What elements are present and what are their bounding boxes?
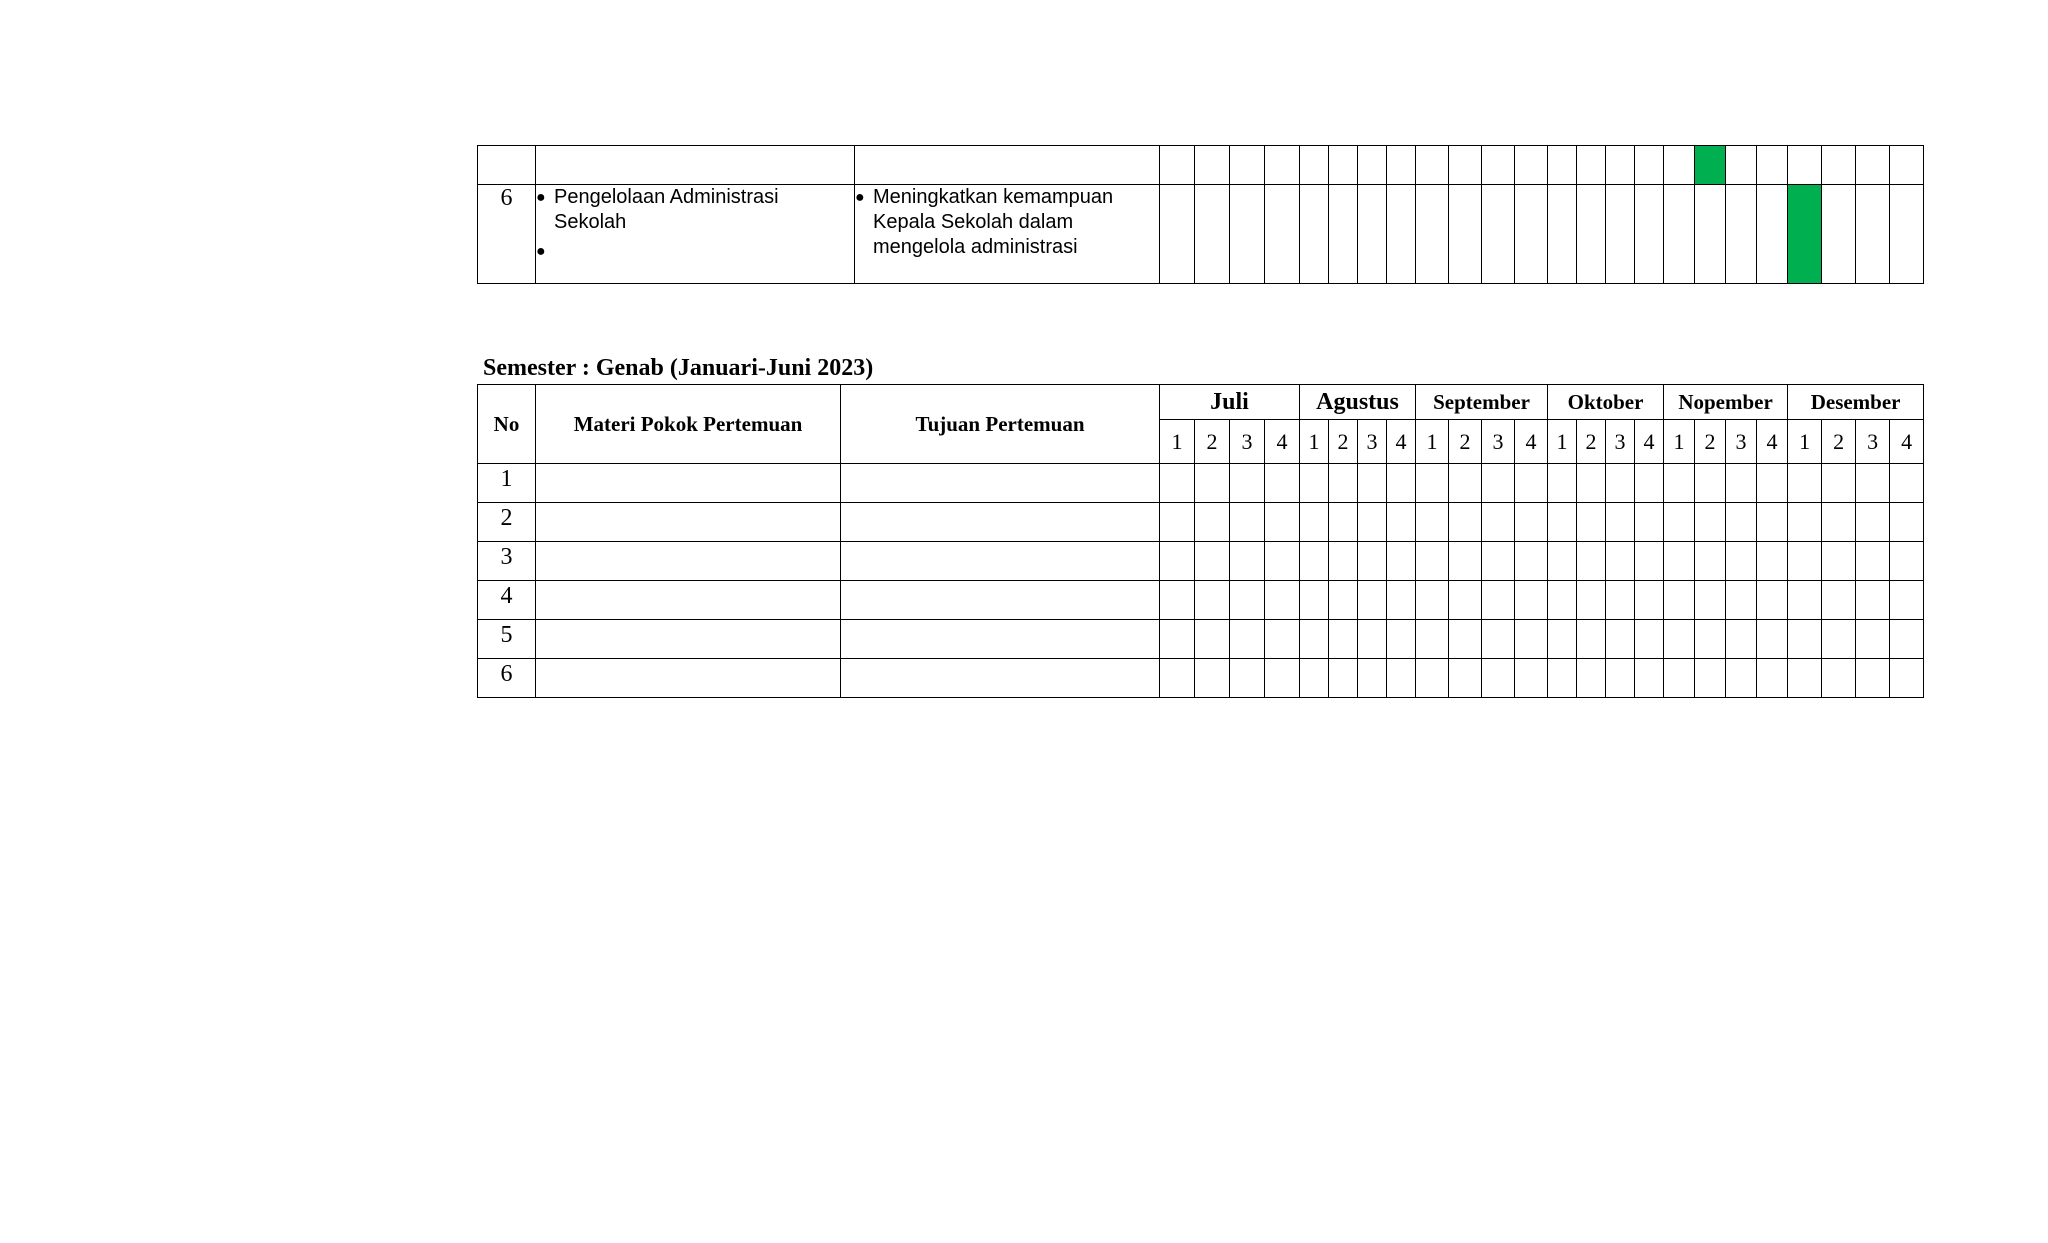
week-cell	[1195, 503, 1230, 542]
week-cell	[1757, 620, 1788, 659]
materi-cell	[536, 185, 855, 284]
materi-cell	[536, 659, 841, 698]
week-cell	[1515, 542, 1548, 581]
week-cell	[1822, 659, 1856, 698]
week-cell	[1548, 620, 1577, 659]
week-cell	[1329, 503, 1358, 542]
header-row	[478, 385, 1924, 420]
week-cell	[1449, 581, 1482, 620]
week-cell	[1482, 542, 1515, 581]
week-cell	[1416, 464, 1449, 503]
materi-cell	[536, 620, 841, 659]
tujuan-cell	[855, 185, 1160, 284]
semester-caption: Semester : Genab (Januari-Juni 2023)	[483, 355, 874, 381]
week-cell	[1329, 659, 1358, 698]
row-number: 6	[478, 659, 536, 698]
week-cell	[1300, 464, 1329, 503]
semester-rows	[478, 464, 1924, 698]
week-cell	[1548, 542, 1577, 581]
week-cell	[1577, 620, 1606, 659]
week-cell	[1695, 464, 1726, 503]
week-cell	[1726, 581, 1757, 620]
week-cell	[1890, 581, 1924, 620]
week-cell	[1160, 581, 1195, 620]
week-cell	[1788, 581, 1822, 620]
week-cell	[1606, 581, 1635, 620]
week-cell	[1822, 503, 1856, 542]
week-cell	[1449, 464, 1482, 503]
table-row	[478, 659, 1924, 698]
week-cell	[1726, 503, 1757, 542]
week-cell	[1329, 542, 1358, 581]
week-cell	[1664, 503, 1695, 542]
header-tujuan: Tujuan Pertemuan	[841, 385, 1160, 464]
week-cell	[1788, 620, 1822, 659]
week-cell	[1577, 659, 1606, 698]
week-number: 3	[1230, 420, 1265, 464]
row-number: 1	[478, 464, 536, 503]
week-cell	[1416, 581, 1449, 620]
week-cell	[1548, 503, 1577, 542]
list-item	[536, 239, 854, 264]
week-cell	[1230, 542, 1265, 581]
week-cell	[1449, 503, 1482, 542]
week-number: 4	[1635, 420, 1664, 464]
week-cell	[1788, 503, 1822, 542]
week-cell	[1890, 503, 1924, 542]
week-cell	[1358, 581, 1387, 620]
week-cell	[1515, 659, 1548, 698]
week-cell	[1449, 542, 1482, 581]
tujuan-cell	[841, 464, 1160, 503]
week-cell	[1230, 659, 1265, 698]
week-cell	[1548, 464, 1577, 503]
materi-cell	[536, 464, 841, 503]
week-cell	[1515, 503, 1548, 542]
header-no: No	[478, 385, 536, 464]
semester-schedule-table	[477, 384, 1924, 698]
week-cell	[1160, 659, 1195, 698]
week-cell	[1482, 620, 1515, 659]
week-cell	[1695, 581, 1726, 620]
week-cell	[1358, 464, 1387, 503]
week-cell	[1329, 620, 1358, 659]
week-number: 2	[1695, 420, 1726, 464]
row-number: 3	[478, 542, 536, 581]
week-number: 1	[1160, 420, 1195, 464]
week-cell	[1300, 620, 1329, 659]
week-cell	[1664, 464, 1695, 503]
week-cell	[1856, 464, 1890, 503]
week-cell	[1387, 503, 1416, 542]
week-cell	[1515, 581, 1548, 620]
week-number: 3	[1726, 420, 1757, 464]
week-cell	[1265, 464, 1300, 503]
week-cell	[1195, 581, 1230, 620]
week-cell	[1822, 620, 1856, 659]
week-cell	[1664, 620, 1695, 659]
week-cell	[1635, 620, 1664, 659]
week-number: 2	[1195, 420, 1230, 464]
week-cell	[1230, 503, 1265, 542]
week-cell	[1230, 464, 1265, 503]
week-cell	[1265, 620, 1300, 659]
week-cell	[1757, 464, 1788, 503]
materi-item: Pengelolaan Administrasi Sekolah	[554, 186, 779, 233]
week-cell	[1757, 659, 1788, 698]
week-number: 2	[1577, 420, 1606, 464]
week-cell	[1449, 620, 1482, 659]
week-cell	[1635, 659, 1664, 698]
row-number: 6	[478, 185, 536, 284]
week-cell	[1726, 542, 1757, 581]
row-number: 4	[478, 581, 536, 620]
week-number: 3	[1606, 420, 1635, 464]
week-cell	[1695, 503, 1726, 542]
week-cell	[1195, 464, 1230, 503]
table-row	[478, 464, 1924, 503]
week-cell	[1387, 542, 1416, 581]
materi-cell	[536, 542, 841, 581]
week-cell	[1329, 464, 1358, 503]
week-cell	[1822, 542, 1856, 581]
week-cell	[1358, 620, 1387, 659]
week-cell	[1387, 620, 1416, 659]
week-cell	[1195, 659, 1230, 698]
schedule-table-continued	[477, 145, 1924, 284]
week-number: 4	[1757, 420, 1788, 464]
table-row	[478, 581, 1924, 620]
bullet-icon: ●	[536, 189, 546, 206]
week-cell	[1387, 464, 1416, 503]
week-cell	[1449, 659, 1482, 698]
row-number: 5	[478, 620, 536, 659]
week-cell	[1195, 620, 1230, 659]
week-cell	[1387, 659, 1416, 698]
week-cell	[1230, 581, 1265, 620]
week-cell	[1300, 581, 1329, 620]
week-cell	[1329, 581, 1358, 620]
week-cell	[1664, 581, 1695, 620]
tujuan-cell	[855, 146, 1160, 185]
week-number: 1	[1788, 420, 1822, 464]
week-cell	[1160, 503, 1195, 542]
week-number: 3	[1358, 420, 1387, 464]
week-number: 2	[1329, 420, 1358, 464]
week-cell	[1482, 581, 1515, 620]
week-cell	[1822, 581, 1856, 620]
week-cell	[1482, 464, 1515, 503]
week-cell	[1160, 542, 1195, 581]
table-row	[478, 185, 1924, 284]
schedule-mark	[1695, 146, 1726, 185]
week-cell	[1482, 503, 1515, 542]
table-row	[478, 542, 1924, 581]
week-cell	[1695, 620, 1726, 659]
week-cell	[1856, 542, 1890, 581]
list-item	[855, 185, 1159, 260]
table-row	[478, 620, 1924, 659]
table-row	[478, 503, 1924, 542]
week-cell	[1606, 464, 1635, 503]
week-cell	[1757, 503, 1788, 542]
week-cell	[1856, 503, 1890, 542]
bullet-icon: ●	[536, 243, 546, 260]
week-cell	[1387, 581, 1416, 620]
week-cell	[1788, 464, 1822, 503]
tujuan-cell	[841, 542, 1160, 581]
week-cell	[1635, 542, 1664, 581]
week-cell	[1757, 542, 1788, 581]
tujuan-cell	[841, 581, 1160, 620]
week-number: 1	[1300, 420, 1329, 464]
week-cell	[1788, 542, 1822, 581]
week-cell	[1358, 659, 1387, 698]
week-cell	[1515, 620, 1548, 659]
no-cell	[478, 146, 536, 185]
week-cell	[1265, 659, 1300, 698]
week-number: 2	[1449, 420, 1482, 464]
week-cell	[1635, 503, 1664, 542]
week-cell	[1606, 620, 1635, 659]
week-cell	[1515, 464, 1548, 503]
week-cell	[1695, 542, 1726, 581]
month-juli: Juli	[1160, 385, 1300, 420]
week-cell	[1482, 659, 1515, 698]
week-cell	[1416, 542, 1449, 581]
tujuan-cell	[841, 659, 1160, 698]
week-cell	[1664, 542, 1695, 581]
week-cell	[1265, 581, 1300, 620]
week-cell	[1548, 581, 1577, 620]
week-cell	[1160, 620, 1195, 659]
week-cell	[1195, 542, 1230, 581]
week-cell	[1635, 464, 1664, 503]
week-number: 3	[1856, 420, 1890, 464]
row-number: 2	[478, 503, 536, 542]
week-cell	[1416, 620, 1449, 659]
month-desember: Desember	[1788, 385, 1924, 420]
month-september: September	[1416, 385, 1548, 420]
month-nopember: Nopember	[1664, 385, 1788, 420]
week-number: 4	[1890, 420, 1924, 464]
week-cell	[1606, 503, 1635, 542]
materi-cell	[536, 581, 841, 620]
week-cell	[1726, 659, 1757, 698]
week-cell	[1856, 620, 1890, 659]
week-number: 2	[1822, 420, 1856, 464]
week-number: 4	[1265, 420, 1300, 464]
week-cell	[1726, 464, 1757, 503]
week-cell	[1265, 503, 1300, 542]
bullet-icon: ●	[855, 189, 865, 206]
tujuan-cell	[841, 620, 1160, 659]
week-cell	[1358, 503, 1387, 542]
week-cell	[1230, 620, 1265, 659]
week-cell	[1664, 659, 1695, 698]
week-number: 1	[1416, 420, 1449, 464]
week-cell	[1416, 503, 1449, 542]
week-cell	[1890, 659, 1924, 698]
week-cell	[1890, 620, 1924, 659]
week-number: 1	[1548, 420, 1577, 464]
month-agustus: Agustus	[1300, 385, 1416, 420]
week-cell	[1757, 581, 1788, 620]
week-cell	[1856, 659, 1890, 698]
week-number: 3	[1482, 420, 1515, 464]
week-cell	[1265, 542, 1300, 581]
week-cell	[1822, 464, 1856, 503]
week-cell	[1300, 659, 1329, 698]
schedule-mark	[1788, 185, 1822, 284]
table-row	[478, 146, 1924, 185]
week-cell	[1606, 542, 1635, 581]
week-cell	[1890, 542, 1924, 581]
month-oktober: Oktober	[1548, 385, 1664, 420]
week-cell	[1577, 503, 1606, 542]
week-cell	[1577, 464, 1606, 503]
tujuan-cell	[841, 503, 1160, 542]
week-cell	[1695, 659, 1726, 698]
week-cell	[1358, 542, 1387, 581]
header-materi: Materi Pokok Pertemuan	[536, 385, 841, 464]
week-cell	[1788, 659, 1822, 698]
week-cell	[1635, 581, 1664, 620]
week-cell	[1606, 659, 1635, 698]
week-cell	[1856, 581, 1890, 620]
week-cell	[1726, 620, 1757, 659]
week-cell	[1548, 659, 1577, 698]
week-cell	[1577, 542, 1606, 581]
week-cell	[1160, 464, 1195, 503]
week-cell	[1300, 503, 1329, 542]
week-cell	[1416, 659, 1449, 698]
materi-cell	[536, 146, 855, 185]
materi-cell	[536, 503, 841, 542]
week-number: 1	[1664, 420, 1695, 464]
week-cell	[1577, 581, 1606, 620]
tujuan-item: Meningkatkan kemampuan Kepala Sekolah dalam mengelola administrasi	[873, 186, 1114, 258]
week-cell	[1300, 542, 1329, 581]
week-number: 4	[1515, 420, 1548, 464]
week-cell	[1890, 464, 1924, 503]
week-number: 4	[1387, 420, 1416, 464]
list-item	[536, 185, 854, 235]
